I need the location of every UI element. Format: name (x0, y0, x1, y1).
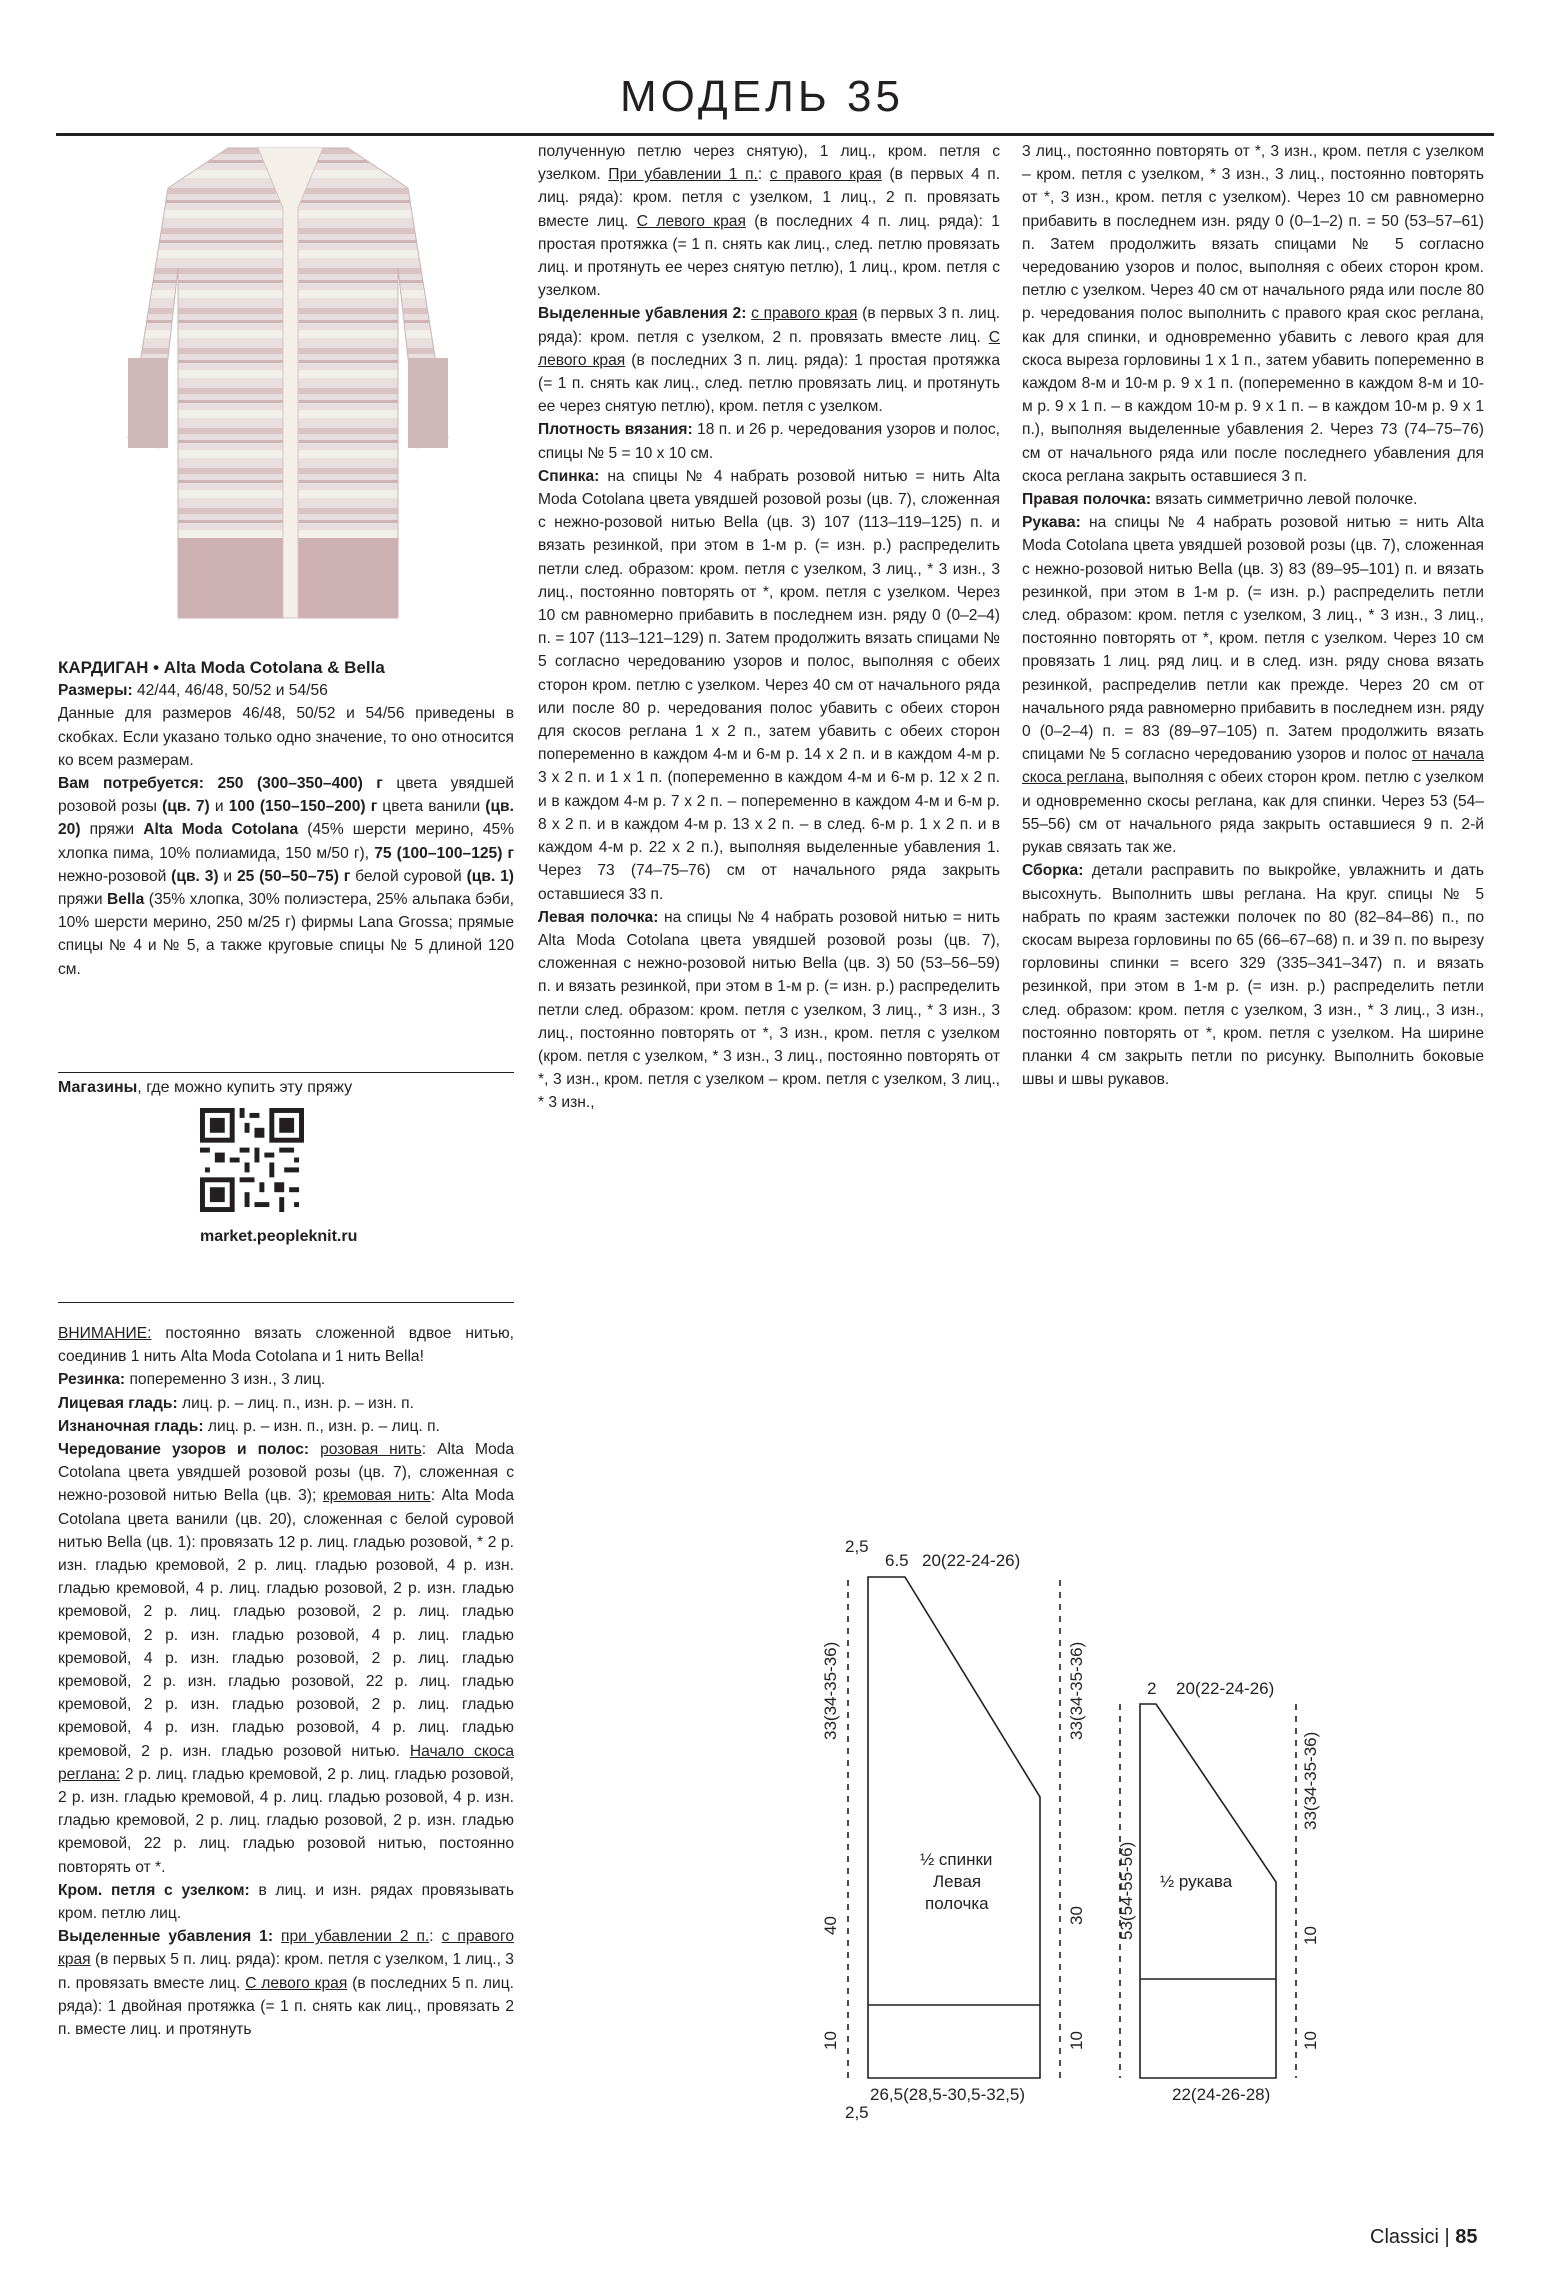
t: пряжи (80, 821, 144, 839)
page-footer (1370, 2226, 1477, 2249)
sizes-note: Данные для размеров 46/48, 50/52 и 54/56 приведены в скобках. Если указано только одно значение, то оно относится ко всем размерам. (58, 705, 514, 769)
sleeve-outline (1140, 1704, 1276, 2078)
dim: 20(22-24-26) (1176, 1679, 1275, 1698)
t: Начало скоса реглана: (58, 1742, 514, 1783)
t: 25 (50–50–75) г (236, 867, 351, 885)
piece-label: полочка (925, 1894, 989, 1913)
piece-label: Левая (933, 1872, 982, 1891)
assembly-label: Сборка: (1022, 862, 1084, 880)
t: (в последних 4 п. лиц. ряда): 1 простая протяжка (= 1 п. снять как лиц., след. петлю провязать лиц. и протянуть ее через снятую петлю), 1 лиц., кром. петля с узелком. (538, 212, 1000, 300)
divider (58, 1072, 514, 1073)
t: Alta Moda Cotolana (143, 821, 299, 839)
t: При убавлении 1 п. (608, 166, 758, 184)
gauge-label: Плотность вязания: (538, 421, 693, 439)
t: полученную петлю через снятую), 1 лиц., кром. петля с узелком. (538, 143, 1000, 184)
t: (цв. 20) (58, 798, 514, 839)
seq-label: Чередование узоров и полос: (58, 1441, 310, 1459)
t: (в первых 3 п. лиц. ряда): кром. петля с узелком, 2 п. провязать вместе лиц. (538, 305, 1000, 346)
stst-label: Лицевая гладь: (58, 1394, 178, 1412)
left-front-label: Левая полочка: (538, 908, 659, 926)
dim: 53(54-55-56) (1117, 1841, 1136, 1940)
right-front-label: Правая полочка: (1022, 491, 1152, 509)
t: (в последних 5 п. лиц. ряда): 1 двойная протяжка (= 1 п. снять как лиц., провязать 2 п. вместе лиц. и протянуть (58, 1974, 514, 2039)
t: 18 п. и 26 р. чередования узоров и полос, спицы № 5 = 10 х 10 см. (538, 421, 1000, 462)
t: с правого края (751, 305, 858, 323)
intro-block (58, 656, 514, 981)
store-link[interactable]: market.peopleknit.ru (200, 1228, 358, 1245)
dim: 10 (1067, 2031, 1086, 2050)
t: белой суровой (350, 867, 467, 885)
t: 75 (100–100–125) г (374, 844, 514, 862)
t: (45% шерсти мерино, 45% хлопка пима, 10% полиамида, 150 м/50 г), (58, 821, 515, 862)
materials-label: Вам потребуется: (58, 775, 204, 793)
dim: 22(24-26-28) (1172, 2085, 1271, 2104)
title-rule (56, 133, 1494, 136)
dec1-label: Выделенные убавления 1: (58, 1928, 274, 1946)
dim: 33(34-35-36) (1067, 1641, 1086, 1740)
t: на спицы № 4 набрать розовой нитью = нить Alta Moda Cotolana цвета увядшей розовой розы (цв. 7), сложенная с нежно-розовой нитью Bella (цв. 3) 50 (53–56–59) п. и вязать резинкой, при этом в 1-м р. (= изн. р.) распределить петли след. образом: кром. петля с узелком, 3 лиц., * 3 изн., 3 лиц., постоянно повторять от *, 3 изн., кром. петля с узелком (кром. петля с узелком, * 3 изн., 3 лиц., постоянно повторять от *, 3 изн., кром. петля с узелком – кром. петля с узелком, 3 лиц., * 3 изн., (538, 908, 1000, 1112)
footer-separator: | (1438, 2226, 1456, 2248)
column-3-text (1022, 140, 1484, 1091)
qr-code-icon[interactable] (200, 1108, 304, 1212)
dim: 33(34-35-36) (1301, 1731, 1320, 1830)
t: 2 р. лиц. гладью кремовой, 2 р. лиц. гладью розовой, 2 р. изн. гладью кремовой, 4 р. лиц. гладью розовой, 4 р. изн. гладью кремовой, 2 р. лиц. гладью розовой, 2 р. изн. гладью кремовой, 22 р. лиц. гладью розовой нитью, постоянно повторять от *. (58, 1765, 514, 1876)
dim: 33(34-35-36) (821, 1641, 840, 1740)
piece-label: ½ рукава (1160, 1872, 1233, 1891)
t: (в первых 5 п. лиц. ряда): кром. петля с узелком, 1 лиц., 3 п. провязать вместе лиц. (58, 1951, 514, 1992)
dim: 2,5 (845, 2103, 869, 2122)
stores-text: , где можно купить эту пряжу (137, 1079, 353, 1096)
t: постоянно вязать сложенной вдвое нитью, соединив 1 нить Alta Moda Cotolana и 1 нить Bella! (58, 1325, 514, 1366)
column-1-text (58, 1322, 514, 2041)
dim: 10 (1301, 1926, 1320, 1945)
t: и (218, 867, 237, 885)
t: с правого края (769, 166, 882, 184)
t: : Alta Moda Cotolana цвета увядшей розовой розы (цв. 7), сложенная с нежно-розовой нитью Bella (цв. 3); (58, 1441, 514, 1505)
rib-label: Резинка: (58, 1371, 126, 1389)
column-2-text (538, 140, 1000, 1115)
t: : (429, 1928, 442, 1946)
dim: 10 (1301, 2031, 1320, 2050)
t: лиц. р. – изн. п., изн. р. – лиц. п. (203, 1417, 440, 1435)
t: цвета ванили (377, 798, 486, 816)
attention-label: ВНИМАНИЕ: (58, 1325, 152, 1342)
t: при убавлении 2 п. (281, 1928, 430, 1946)
divider (58, 1302, 514, 1303)
t: на спицы № 4 набрать розовой нитью = нить Alta Moda Cotolana цвета увядшей розовой розы (цв. 7), сложенная с нежно-розовой нитью Bella (цв. 3) 107 (113–119–125) п. и вязать резинкой, при этом в 1-м р. (= изн. р.) распределить петли след. образом: кром. петля с узелком, 3 лиц., * 3 изн., 3 лиц., постоянно повторять от *, кром. петля с узелком. Через 10 см равномерно прибавить в последнем изн. ряду 0 (0–2–4) п. = 107 (113–121–129) п. Затем продолжить вязать спицами № 5 согласно чередованию узоров и полос, выполняя с обеих сторон кром. петлю с узелком. Через 40 см от начального ряда или после 80 р. чередования полос убавить с обеих сторон для скосов реглана 1 х 2 п., затем убавить с обеих сторон попеременно в каждом 4-м и 6-м р. 14 х 2 п. и в каждом 4-м р. 3 х 2 п. и 1 х 1 п. (попеременно в каждом 4-м и 6-м р. 12 х 2 п. и в каждом 4-м р. 7 х 2 п. – попеременно в каждом 4-м и 6-м р. 8 х 2 п. и в каждом 4-м р. 13 х 2 п. – в след. 6-м р. 1 х 2 п. и в каждом 4-м р. 22 х 2 п.), выполняя выделенные убавления 1. Через 73 (74–75–76) см от начального ряда закрыть оставшиеся 33 п. (538, 467, 1000, 903)
piece-label: ½ спинки (920, 1850, 993, 1869)
t: 250 (300–350–400) г (203, 775, 383, 793)
dim: 40 (821, 1916, 840, 1935)
t: кремовая нить (322, 1487, 431, 1505)
sleeves-label: Рукава: (1022, 514, 1081, 532)
dim: 20(22-24-26) (922, 1551, 1021, 1570)
page-title: МОДЕЛЬ 35 (620, 72, 904, 121)
t: на спицы № 4 набрать розовой нитью = нить Alta Moda Cotolana цвета увядшей розовой розы (цв. 7), сложенная с нежно-розовой нитью Bella (цв. 3) 83 (89–95–101) п. и вязать резинкой, при этом в 1-м р. (= изн. р.) распределить петли след. образом: кром. петля с узелком, 3 лиц., * 3 изн., 3 лиц., постоянно повторять от *, кром. петля с узелком. Через 10 см провязать 1 лиц. ряд лиц. и в след. изн. ряду снова вязать резинкой, распределив петли как прежде. Через 20 см от начального ряда равномерно прибавить в последнем изн. ряду 0 (0–2–4) п. = 83 (89–97–105) п. Затем продолжить вязать спицами № 5 согласно чередованию узоров и полос (1022, 514, 1484, 764)
t: , выполняя с обеих сторон кром. петлю с узелком и одновременно скосы реглана, как для спинки. Через 53 (54–55–56) см от начального ряда закрыть оставшиеся 9 п. 2-й рукав связать так же. (1022, 769, 1484, 857)
t: (цв. 1) (466, 867, 514, 885)
t: : Alta Moda Cotolana цвета ванили (цв. 20), сложенная с белой суровой нитью Bella (цв. 1): провязать 12 р. лиц. гладью розовой, * 2 р. изн. гладью кремовой, 2 р. лиц. гладью розовой, 4 р. изн. гладью кремовой, 4 р. лиц. гладью розовой, 2 р. изн. гладью кремовой, 2 р. лиц. гладью розовой, 2 р. лиц. гладью кремовой, 2 р. изн. гладью розовой, 4 р. лиц. гладью кремовой, 4 р. изн. гладью розовой, 2 р. лиц. гладью кремовой, 2 р. изн. гладью розовой, 22 р. лиц. гладью кремовой, 2 р. изн. гладью розовой, 2 р. лиц. гладью кремовой, 4 р. изн. гладью розовой, 4 р. лиц. гладью кремовой, 2 р. изн. гладью розовой нитью. (58, 1487, 515, 1760)
t: от начала скоса реглана (1022, 746, 1484, 787)
t: С левого края (245, 1974, 348, 1992)
t: нежно-розовой (58, 867, 172, 885)
t: и (209, 798, 229, 816)
t: с правого края (58, 1928, 514, 1969)
t: детали расправить по выкройке, увлажнить и дать высохнуть. Выполнить швы реглана. На круг. спицы № 5 набрать по краям застежки полочек по 80 (82–84–86) п., по скосам выреза горловины по 65 (66–67–68) п. и 39 п. по вырезу горловины спинки = всего 329 (335–341–347) п. и вязать резинкой, при этом в 1-м р. (= изн. р.) распределить петли след. образом: кром. петля с узелком, 3 изн., * 3 лиц., 3 изн., постоянно повторять от *, кром. петля с узелком. На ширине планки 4 см закрыть петли по рисунку. Выполнить боковые швы и швы рукавов. (1022, 862, 1484, 1089)
pattern-heading: КАРДИГАН • Alta Moda Cotolana & Bella (58, 658, 385, 677)
t: Bella (107, 891, 145, 909)
t: (в первых 4 п. лиц. ряда): кром. петля с узелком, 1 лиц., 2 п. провязать вместе лиц. (538, 166, 1000, 230)
t: попеременно 3 изн., 3 лиц. (125, 1371, 326, 1389)
dec2-label: Выделенные убавления 2: (538, 305, 747, 323)
stores-block (58, 1072, 514, 1097)
t: цвета увядшей розовой розы (58, 775, 515, 816)
dim: 30 (1067, 1906, 1086, 1925)
t: розовая нить (320, 1441, 422, 1459)
t: вязать симметрично левой полочке. (1151, 491, 1418, 509)
dim: 26,5(28,5-30,5-32,5) (870, 2085, 1025, 2104)
dim: 2,5 (845, 1537, 869, 1556)
t: С левого края (538, 328, 1000, 369)
dim: 10 (821, 2031, 840, 2050)
t: С левого края (636, 212, 746, 230)
page-number: 85 (1455, 2226, 1478, 2248)
magazine-name: Classici (1370, 2226, 1439, 2248)
t: 100 (150–150–200) г (228, 798, 378, 816)
t: (в последних 3 п. лиц. ряда): 1 простая протяжка (= 1 п. снять как лиц., след. петлю провязать лиц. и протянуть ее через снятую петлю), кром. петля с узелком. (538, 351, 1001, 416)
body-outline (868, 1577, 1040, 2078)
t: (35% хлопка, 30% полиэстера, 25% альпака бэби, 10% шерсти мерино, 250 м/25 г) фирмы Lana Grossa; прямые спицы № 4 и № 5, а также круговые спицы № 5 длиной 120 см. (58, 891, 514, 978)
sizes-label: Размеры: (58, 682, 133, 700)
sizes-value: 42/44, 46/48, 50/52 и 54/56 (132, 682, 328, 700)
stores-label: Магазины (58, 1079, 138, 1096)
t: 3 лиц., постоянно повторять от *, 3 изн., кром. петля с узелком – кром. петля с узелком, * 3 изн., 3 лиц., постоянно повторять от *, 3 изн., кром. петля с узелком). Через 10 см равномерно прибавить в последнем изн. ряду 0 (0–1–2) п. = 50 (53–57–61) п. Затем продолжить вязать спицами № 5 согласно чередованию узоров и полос, выполняя с обеих сторон кром. петлю с узелком. Через 40 см от начального ряда или после 80 р. чередования полос выполнить с правого края скос реглана, как для спинки, и одновременно убавить с левого края для скоса выреза горловины 1 х 1 п., затем убавить попеременно в каждом 8-м и 10-м р. 9 х 1 п. (попеременно в каждом 8-м и 10-м р. 9 х 1 п. – в каждом 10-м р. 9 х 1 п. – в каждом 10-м р. 9 х 1 п.), выполняя выделенные убавления 2. Через 73 (74–75–76) см от начального ряда или после последнего убавления для скоса реглана закрыть оставшиеся 3 п. (1022, 143, 1484, 485)
materials (58, 772, 514, 981)
t: в лиц. и изн. рядах провязывать кром. петлю лиц. (58, 1881, 514, 1923)
dim: 6.5 (885, 1551, 909, 1570)
edge-label: Кром. петля с узелком: (58, 1881, 250, 1899)
back-label: Спинка: (538, 467, 600, 485)
rev-label: Изнаночная гладь: (58, 1417, 204, 1435)
dim: 2 (1147, 1679, 1157, 1698)
t: лиц. р. – лиц. п., изн. р. – изн. п. (177, 1394, 414, 1412)
t: (цв. 7) (162, 798, 210, 816)
t: (цв. 3) (171, 867, 219, 885)
cardigan-photo (108, 148, 468, 628)
t: пряжи (58, 891, 108, 909)
pattern-schematic (780, 1520, 1360, 2122)
t: : (757, 166, 770, 184)
